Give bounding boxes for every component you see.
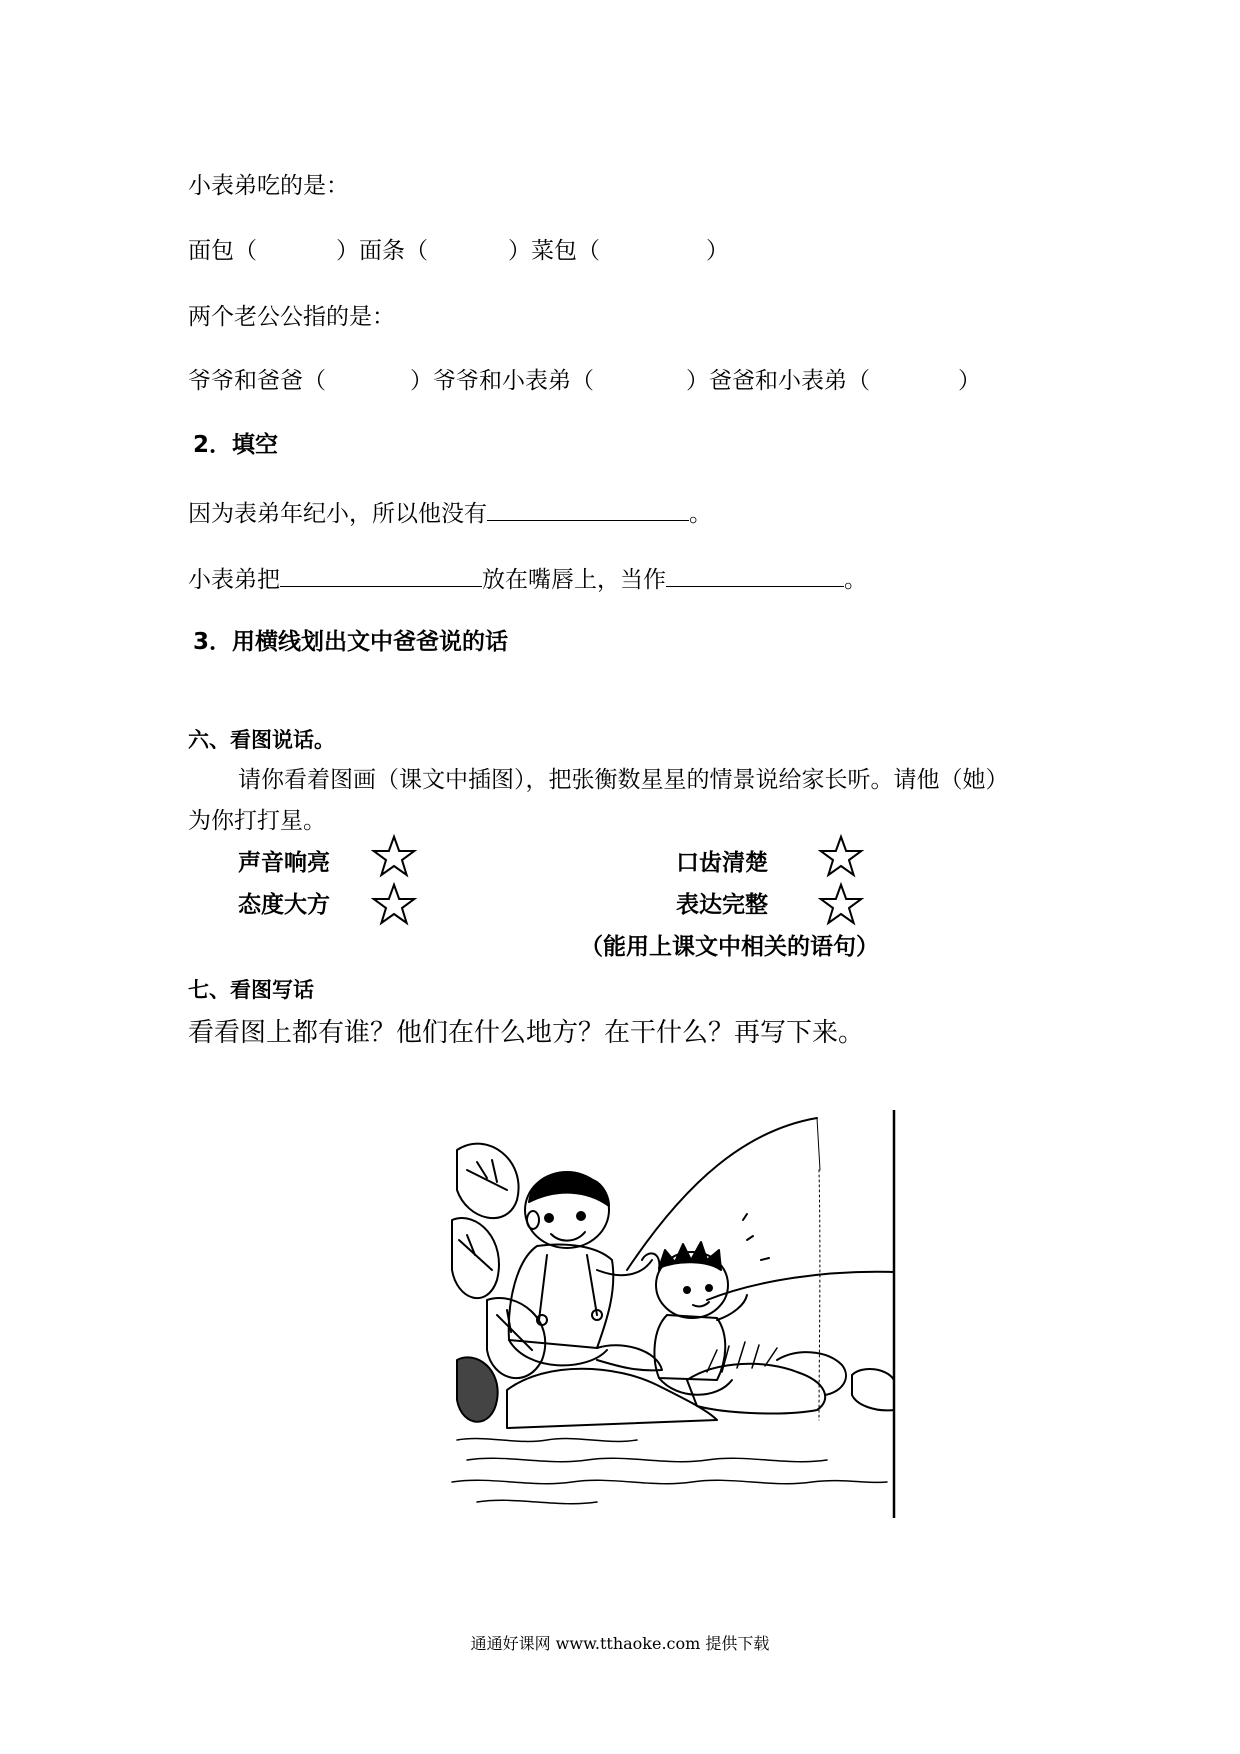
option-text: ）爷爷和小表弟（ [410, 368, 594, 394]
option-text: ） [706, 238, 729, 264]
q2-line1 [188, 496, 712, 529]
criterion-clear-speech: 口齿清楚 [676, 850, 768, 876]
q2-line2-text-b: 放在嘴唇上，当作 [482, 567, 666, 593]
q2-line1-text: 因为表弟年纪小，所以他没有 [188, 501, 487, 527]
q3-heading: 3．用横线划出文中爸爸说的话 [193, 629, 509, 655]
star-icon[interactable] [371, 834, 417, 880]
criterion-poise: 态度大方 [238, 892, 330, 918]
criterion-loud-voice: 声音响亮 [238, 850, 330, 876]
q1-prompt-a: 小表弟吃的是： [188, 173, 349, 199]
option-text: ）爸爸和小表弟（ [686, 368, 870, 394]
q2-line2-end: 。 [844, 567, 867, 593]
answer-blank[interactable] [666, 562, 844, 587]
option-text: ）菜包（ [508, 238, 600, 264]
option-text: ）面条（ [336, 238, 428, 264]
section6-heading: 六、看图说话。 [188, 728, 335, 752]
answer-blank[interactable] [280, 562, 482, 587]
section6-para-line1: 请你看着图画（课文中插图），把张衡数星星的情景说给家长听。请他（她） [238, 767, 1009, 793]
fishing-illustration [447, 1110, 907, 1518]
answer-blank[interactable] [487, 496, 689, 521]
option-text: 面包（ [188, 238, 257, 264]
star-icon[interactable] [818, 882, 864, 928]
q2-line2-text-a: 小表弟把 [188, 567, 280, 593]
q1-options-b [188, 366, 988, 396]
section7-prompt: 看看图上都有谁？他们在什么地方？在干什么？再写下来。 [188, 1018, 865, 1048]
option-text: ） [958, 368, 981, 394]
option-text: 爷爷和爸爸（ [188, 368, 326, 394]
footer: 通通好课网 www.tthaoke.com 提供下载 [470, 1634, 770, 1653]
q1-prompt-b: 两个老公公指的是： [188, 304, 395, 330]
star-icon[interactable] [818, 834, 864, 880]
star-icon[interactable] [371, 882, 417, 928]
q1-options-a [188, 236, 748, 266]
section7-heading: 七、看图写话 [188, 978, 314, 1002]
q2-heading: 2．填空 [193, 432, 279, 458]
criterion-complete-expression: 表达完整 [676, 892, 768, 918]
q2-line2 [188, 562, 867, 595]
section6-para-line2: 为你打打星。 [188, 808, 326, 834]
q2-line1-end: 。 [689, 501, 712, 527]
section6-note: （能用上课文中相关的语句） [580, 934, 879, 960]
